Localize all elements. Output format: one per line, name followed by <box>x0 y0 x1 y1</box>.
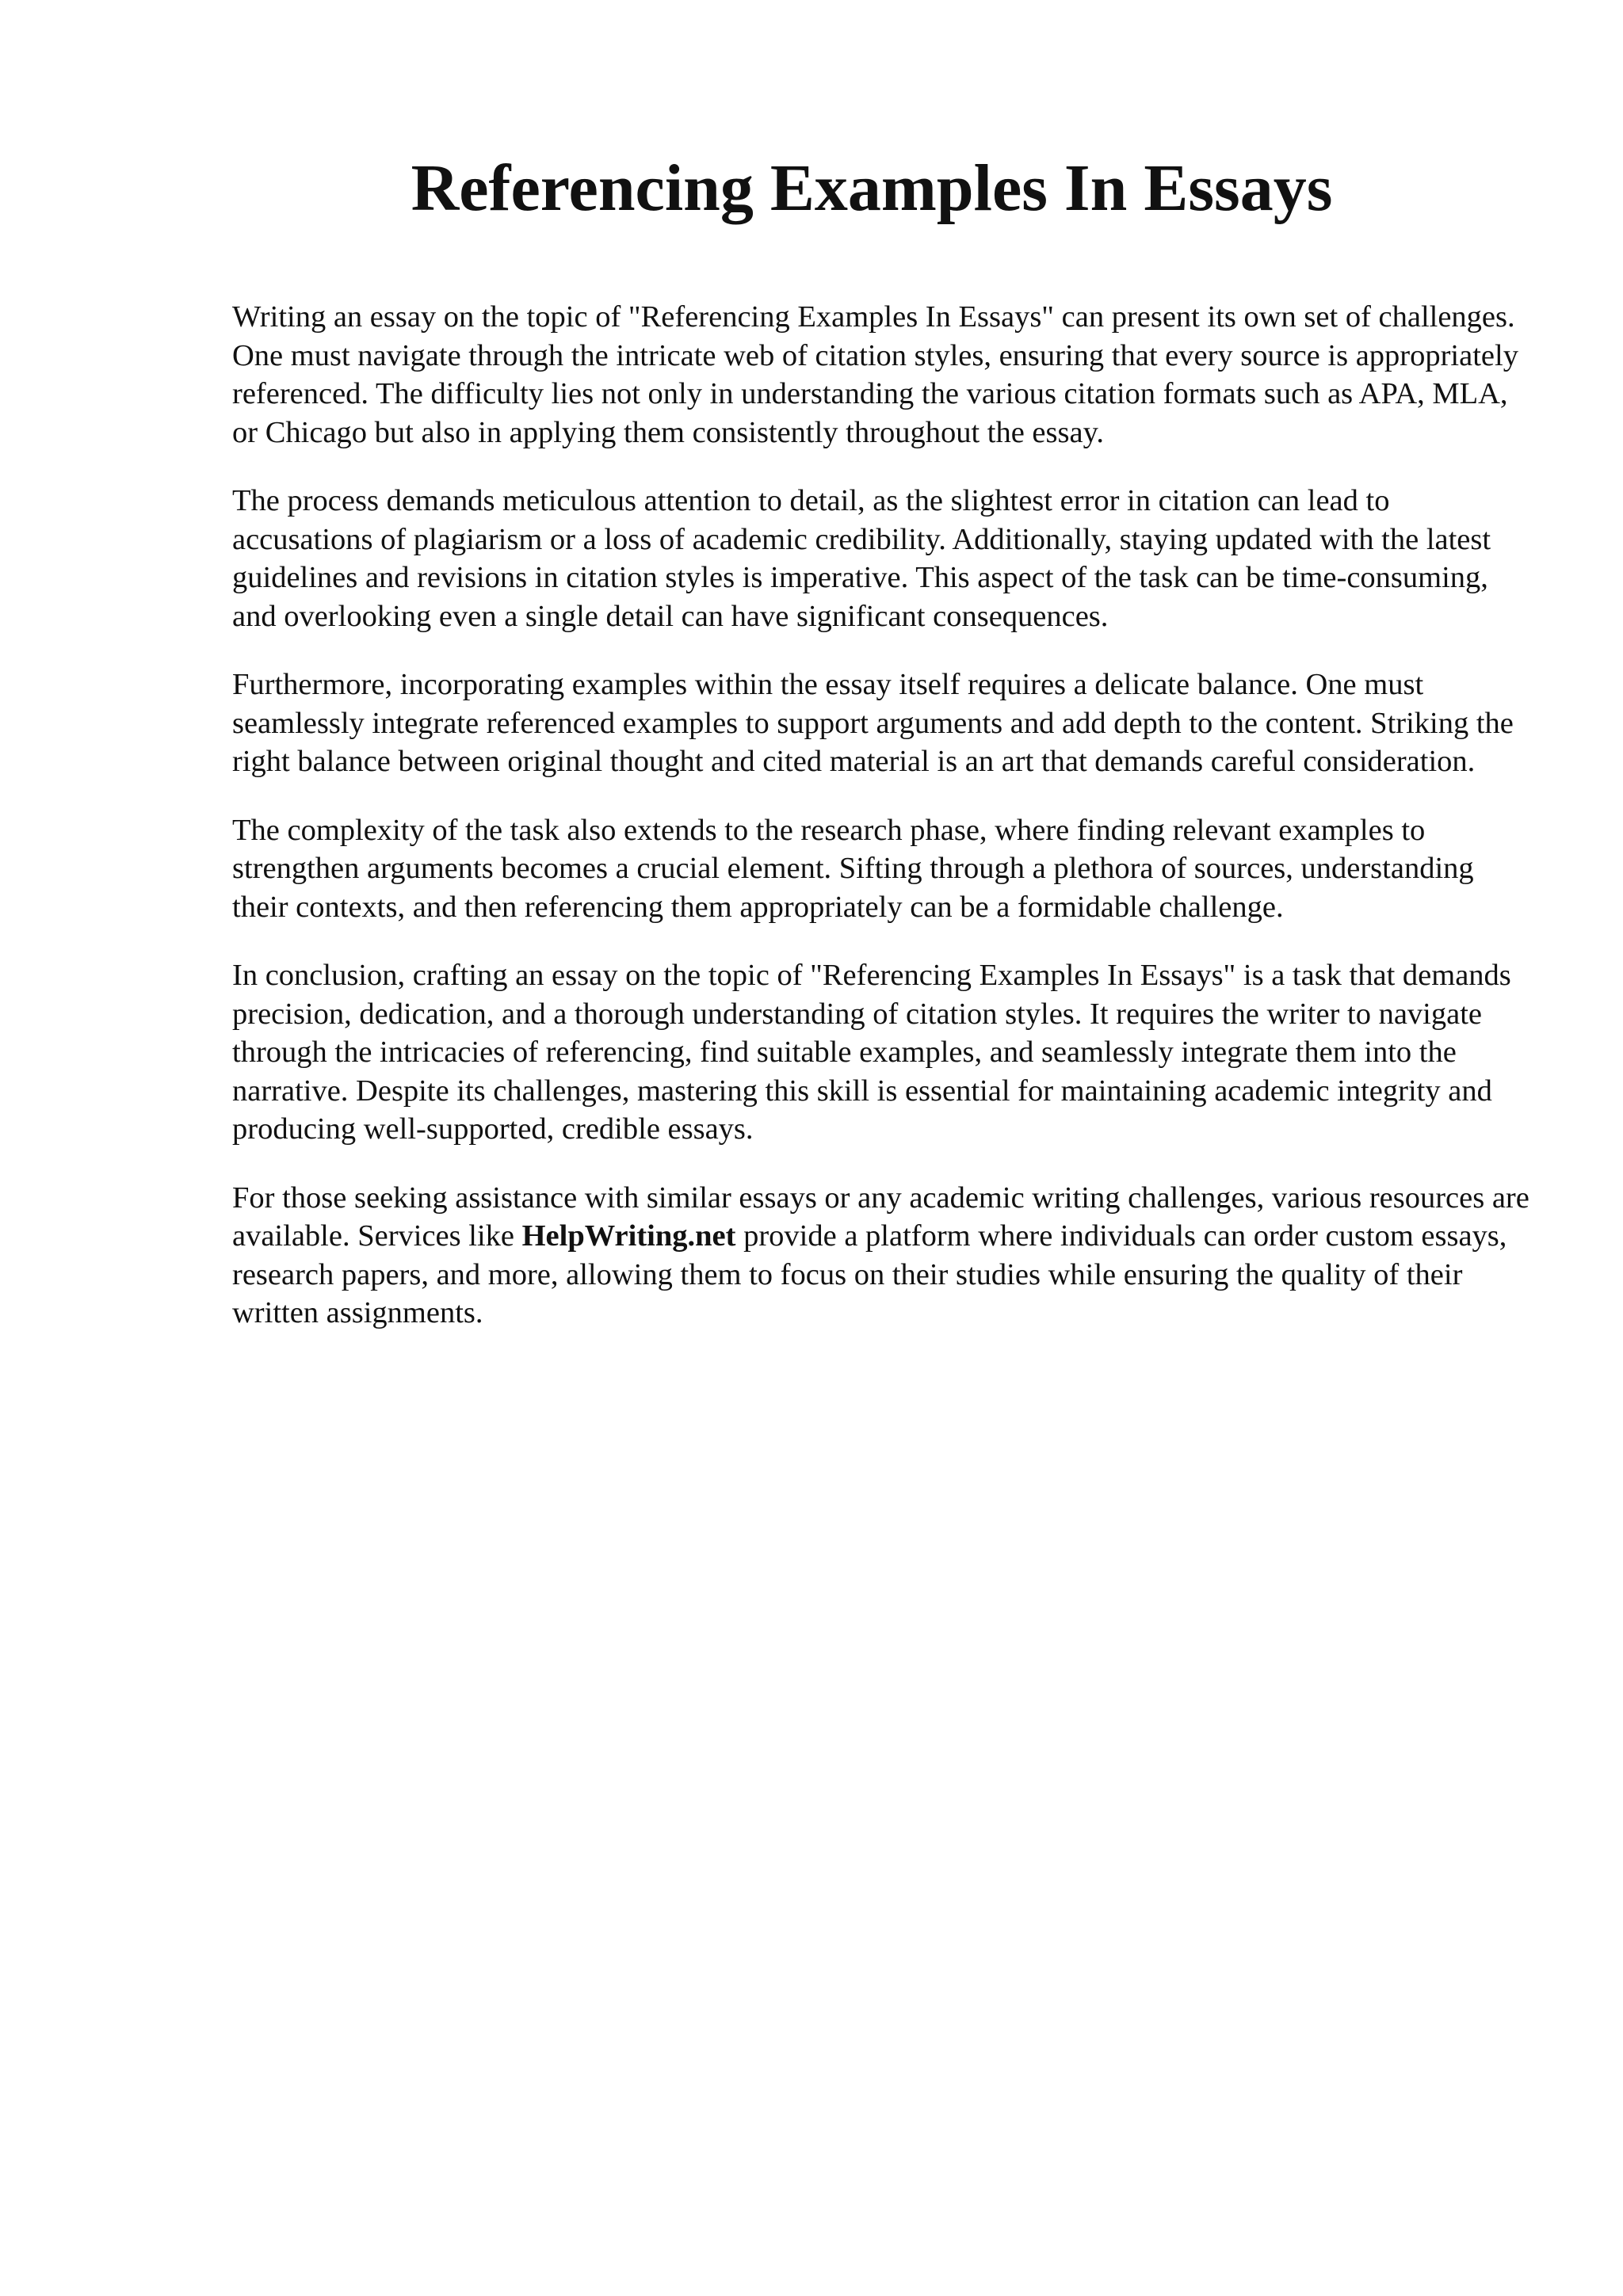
paragraph-3: Furthermore, incorporating examples within the essay itself requires a delicate balance. One must seamlessly integrate referenced examples to support arguments and add depth to the content. Striking the right balance between original thought and cited material is an art that demands careful consideration. <box>232 668 1514 778</box>
closing-paragraph <box>232 1179 1532 1333</box>
closing-text-before: For those seeking assistance with similar essays or any academic writing challenges, various resources are available. Services like <box>232 1180 1529 1253</box>
essay-body <box>232 298 1532 1363</box>
page-title: Referencing Examples In Essays <box>411 151 1333 225</box>
paragraph-4: The complexity of the task also extends to the research phase, where finding relevant examples to strengthen arguments becomes a crucial element. Sifting through a plethora of sources, understanding their contexts, and then referencing them appropriately can be a formidable challenge. <box>232 813 1474 924</box>
helpwriting-link[interactable]: HelpWriting.net <box>521 1219 736 1253</box>
paragraph-5: In conclusion, crafting an essay on the topic of "Referencing Examples In Essays" is a task that demands precision, dedication, and a thorough understanding of citation styles. It requires the writer to navigate through the intricacies of referencing, find suitable examples, and seamlessly integrate them into the narrative. Despite its challenges, mastering this skill is essential for maintaining academic integrity and producing well-supported, credible essays. <box>232 959 1511 1146</box>
closing-text-after: provide a platform where individuals can order custom essays, research papers, and more, allowing them to focus on their studies while ensuring the quality of their written assignments. <box>232 1219 1507 1329</box>
paragraph-2: The process demands meticulous attention to detail, as the slightest error in citation can lead to accusations of plagiarism or a loss of academic credibility. Additionally, staying updated with the latest guidelines and revisions in citation styles is imperative. This aspect of the task can be time-consuming, and overlooking even a single detail can have significant consequences. <box>232 484 1491 633</box>
paragraph-1: Writing an essay on the topic of "Referencing Examples In Essays" can present its own set of challenges. One must navigate through the intricate web of citation styles, ensuring that every source is appropriately referenced. The difficulty lies not only in understanding the various citation formats such as APA, MLA, or Chicago but also in applying them consistently throughout the essay. <box>232 300 1518 449</box>
